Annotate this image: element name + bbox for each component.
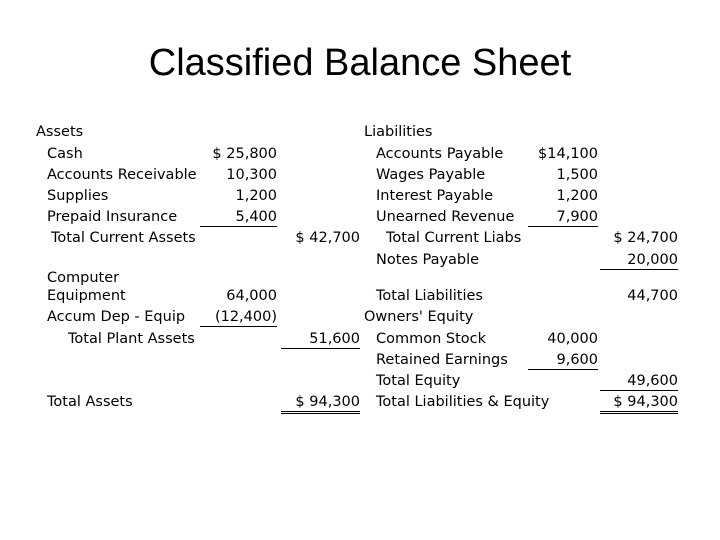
accounts-payable-label: Accounts Payable [376,146,504,162]
cash-label: Cash [47,146,83,162]
wages-payable-value: 1,500 [556,167,598,183]
owners-equity-heading: Owners' Equity [364,309,474,325]
common-stock-label: Common Stock [376,331,487,347]
accounts-payable-value: $14,100 [538,146,598,162]
common-stock-value: 40,000 [547,331,598,347]
computer-equipment-label-2: Equipment [47,288,126,304]
accum-dep-label: Accum Dep - Equip [47,309,186,325]
total-current-liabs-label: Total Current Liabs [386,230,522,246]
prepaid-insurance-value: 5,400 [200,208,277,227]
accum-dep-value: (12,400) [200,308,277,327]
notes-payable-value: 20,000 [600,251,678,270]
total-equity-value: 49,600 [600,372,678,391]
supplies-value: 1,200 [235,188,277,204]
total-liabilities-label: Total Liabilities [376,288,483,304]
total-assets-value: $ 94,300 [281,393,360,414]
accounts-receivable-value: 10,300 [226,167,277,183]
accounts-receivable-label: Accounts Receivable [47,167,197,183]
total-current-assets-value: $ 42,700 [295,230,360,246]
total-current-liabs-value: $ 24,700 [613,230,678,246]
total-plant-assets-label: Total Plant Assets [68,331,195,347]
total-equity-label: Total Equity [376,373,461,389]
total-liabilities-equity-label: Total Liabilities & Equity [376,394,550,410]
prepaid-insurance-label: Prepaid Insurance [47,209,178,225]
total-current-assets-label: Total Current Assets [51,230,196,246]
unearned-revenue-value: 7,900 [528,208,598,227]
page-title: Classified Balance Sheet [148,42,572,84]
computer-equipment-value: 64,000 [226,288,277,304]
wages-payable-label: Wages Payable [376,167,486,183]
total-liabilities-equity-value: $ 94,300 [600,393,678,414]
assets-heading: Assets [36,124,84,140]
unearned-revenue-label: Unearned Revenue [376,209,515,225]
total-assets-label: Total Assets [47,394,133,410]
retained-earnings-label: Retained Earnings [376,352,508,368]
retained-earnings-value: 9,600 [528,351,598,370]
notes-payable-label: Notes Payable [376,252,480,268]
interest-payable-value: 1,200 [556,188,598,204]
computer-equipment-label-1: Computer [47,270,120,286]
interest-payable-label: Interest Payable [376,188,494,204]
total-liabilities-value: 44,700 [627,288,678,304]
cash-value: $ 25,800 [212,146,277,162]
total-plant-assets-value: 51,600 [281,330,360,349]
liabilities-heading: Liabilities [364,124,433,140]
supplies-label: Supplies [47,188,109,204]
